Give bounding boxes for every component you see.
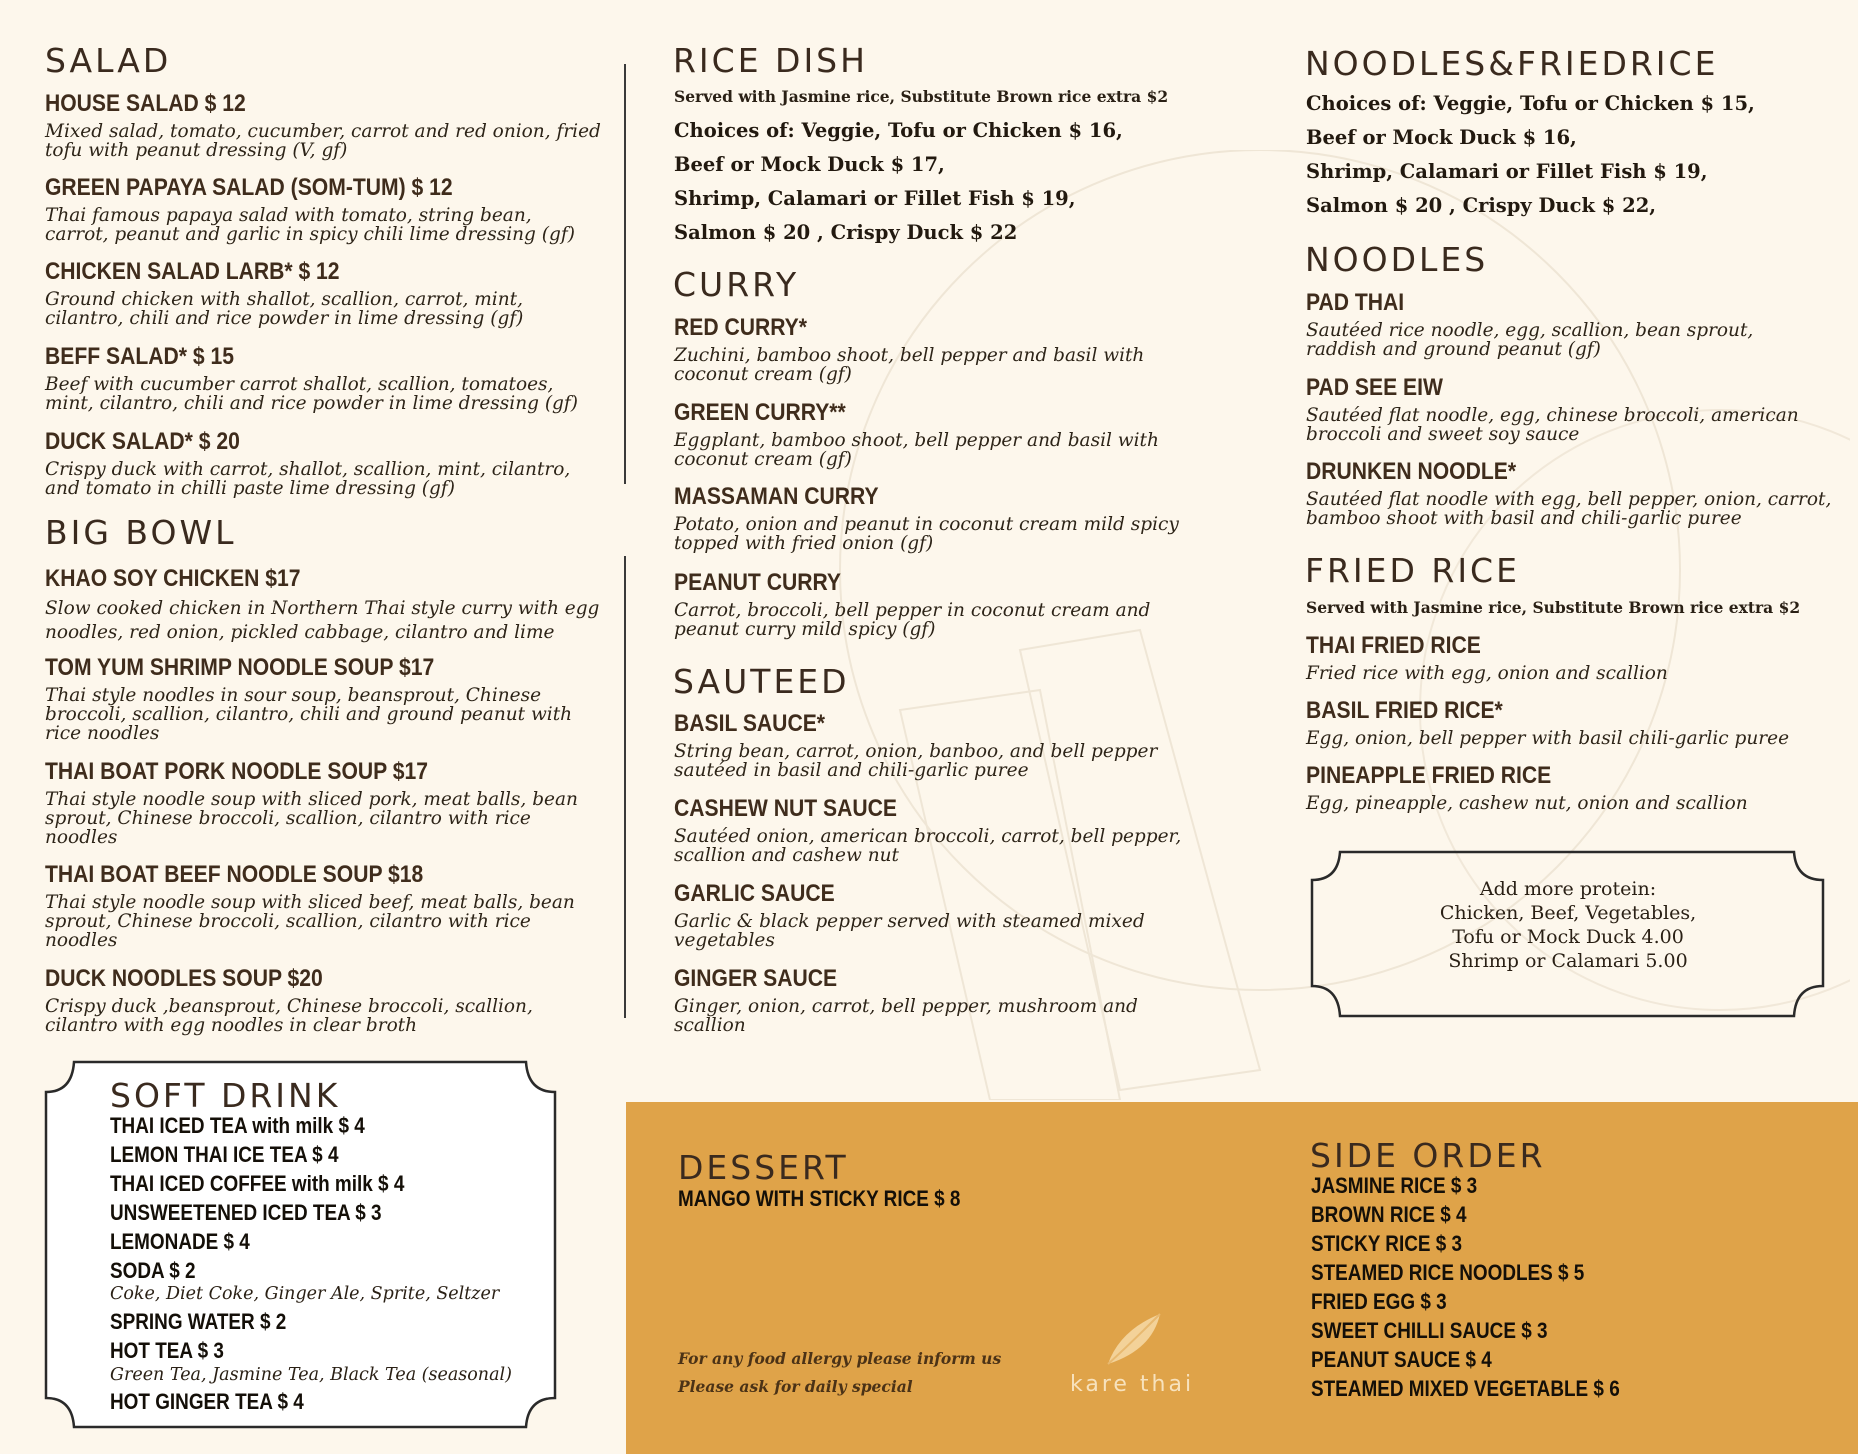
menu-item-name: THAI FRIED RICE: [1306, 632, 1481, 659]
noodle-choice: Salmon $ 20 , Crispy Duck $ 22,: [1306, 194, 1657, 217]
menu-item-desc: Crispy duck with carrot, shallot, scallion, mint, cilantro, and tomato in chilli paste lime dressing (gf): [45, 459, 571, 499]
menu-item-name: DRUNKEN NOODLE*: [1306, 458, 1517, 485]
side-item: PEANUT SAUCE $ 4: [1311, 1347, 1492, 1372]
allergy-note: For any food allergy please inform us: [678, 1349, 1002, 1368]
side-item: BROWN RICE $ 4: [1311, 1202, 1467, 1227]
menu-item-desc: Eggplant, bamboo shoot, bell pepper and basil with coconut cream (gf): [674, 430, 1159, 470]
side-item: STEAMED MIXED VEGETABLE $ 6: [1311, 1376, 1620, 1401]
menu-item-desc: Mixed salad, tomato, cucumber, carrot and red onion, fried tofu with peanut dressing (V, gf): [45, 121, 601, 161]
noodle-choice: Choices of: Veggie, Tofu or Chicken $ 15,: [1306, 92, 1755, 115]
curry-title: CURRY: [673, 265, 800, 304]
leaf-logo-icon: [1100, 1310, 1170, 1370]
rice-dish-note: Served with Jasmine rice, Substitute Brown rice extra $2: [674, 87, 1169, 106]
rice-choice: Shrimp, Calamari or Fillet Fish $ 19,: [674, 187, 1076, 210]
menu-item-desc: Crispy duck ,beansprout, Chinese broccoli, scallion, cilantro with egg noodles in clear broth: [45, 996, 533, 1036]
menu-item-name: PINEAPPLE FRIED RICE: [1306, 762, 1552, 789]
side-order-title: SIDE ORDER: [1310, 1136, 1546, 1175]
drink-item: THAI ICED COFFEE with milk $ 4: [110, 1171, 405, 1196]
menu-item-name: DUCK SALAD* $ 20: [45, 428, 240, 455]
menu-item-name: PAD THAI: [1306, 289, 1405, 316]
menu-item-name: GREEN CURRY**: [674, 399, 846, 426]
drink-item: HOT GINGER TEA $ 4: [110, 1389, 304, 1414]
menu-item-desc: Thai style noodle soup with sliced pork, meat balls, bean sprout, Chinese broccoli, scallion, cilantro with rice noodles: [45, 789, 578, 848]
menu-item-name: GARLIC SAUCE: [674, 880, 835, 907]
sauteed-title: SAUTEED: [673, 662, 850, 701]
menu-item-name: BEFF SALAD* $ 15: [45, 343, 234, 370]
menu-item-name: BASIL FRIED RICE*: [1306, 697, 1503, 724]
noodle-choice: Shrimp, Calamari or Fillet Fish $ 19,: [1306, 160, 1708, 183]
menu-item-desc: Ground chicken with shallot, scallion, carrot, mint, cilantro, chili and rice powder in lime dressing (gf): [45, 289, 524, 329]
fried-rice-note: Served with Jasmine rice, Substitute Brown rice extra $2: [1306, 598, 1801, 617]
menu-item-desc: Potato, onion and peanut in coconut cream mild spicy topped with fried onion (gf): [674, 514, 1179, 554]
menu-item-desc: Carrot, broccoli, bell pepper in coconut cream and peanut curry mild spicy (gf): [674, 600, 1151, 640]
menu-item-name: CASHEW NUT SAUCE: [674, 795, 897, 822]
drink-item: SPRING WATER $ 2: [110, 1309, 287, 1334]
menu-item-name: THAI BOAT PORK NOODLE SOUP $17: [45, 758, 428, 785]
column-divider-top: [624, 64, 626, 484]
menu-item-desc: Sautéed flat noodle, egg, chinese broccoli, american broccoli and sweet soy sauce: [1306, 405, 1799, 445]
drink-item-sub: Green Tea, Jasmine Tea, Black Tea (seasonal): [110, 1365, 512, 1385]
fried-rice-title: FRIED RICE: [1305, 551, 1520, 590]
soft-drink-title: SOFT DRINK: [110, 1076, 341, 1115]
side-item: FRIED EGG $ 3: [1311, 1289, 1447, 1314]
menu-item-desc: Garlic & black pepper served with steamed mixed vegetables: [674, 911, 1145, 951]
drink-item: LEMONADE $ 4: [110, 1229, 250, 1254]
menu-item-desc: Zuchini, bamboo shoot, bell pepper and basil with coconut cream (gf): [674, 345, 1145, 385]
menu-item-desc: Slow cooked chicken in Northern Thai style curry with egg noodles, red onion, pickled cabbage, cilantro and lime: [45, 598, 600, 643]
salad-title: SALAD: [45, 41, 172, 80]
protein-line: Chicken, Beef, Vegetables,: [1439, 902, 1697, 924]
drink-item: SODA $ 2: [110, 1258, 196, 1283]
noodles-title: NOODLES: [1305, 240, 1489, 279]
protein-line: Shrimp or Calamari 5.00: [1448, 950, 1688, 972]
protein-line: Add more protein:: [1479, 878, 1657, 900]
menu-item-desc: String bean, carrot, onion, banboo, and bell pepper sautéed in basil and chili-garlic puree: [674, 741, 1158, 781]
drink-item-sub: Coke, Diet Coke, Ginger Ale, Sprite, Seltzer: [110, 1284, 500, 1304]
protein-line: Tofu or Mock Duck 4.00: [1452, 926, 1684, 948]
column-divider-bottom: [624, 556, 626, 1018]
drink-item: HOT TEA $ 3: [110, 1338, 224, 1363]
menu-item-desc: Egg, onion, bell pepper with basil chili-garlic puree: [1306, 728, 1790, 749]
menu-item-name: RED CURRY*: [674, 314, 807, 341]
dessert-item: MANGO WITH STICKY RICE $ 8: [678, 1186, 961, 1211]
rice-dish-title: RICE DISH: [673, 41, 868, 80]
menu-item-name: GINGER SAUCE: [674, 965, 838, 992]
menu-item-name: MASSAMAN CURRY: [674, 483, 879, 510]
drink-item: LEMON THAI ICE TEA $ 4: [110, 1142, 339, 1167]
big-bowl-title: BIG BOWL: [45, 513, 237, 552]
logo-text: kare thai: [1070, 1372, 1195, 1397]
menu-item-name: PEANUT CURRY: [674, 569, 842, 596]
menu-item-name: TOM YUM SHRIMP NOODLE SOUP $17: [45, 654, 435, 681]
menu-item-name: CHICKEN SALAD LARB* $ 12: [45, 258, 340, 285]
menu-item-name: PAD SEE EIW: [1306, 374, 1443, 401]
drink-item: UNSWEETENED ICED TEA $ 3: [110, 1200, 382, 1225]
menu-item-desc: Thai famous papaya salad with tomato, string bean, carrot, peanut and garlic in spicy chili lime dressing (gf): [45, 205, 575, 245]
rice-choice: Salmon $ 20 , Crispy Duck $ 22: [674, 221, 1018, 244]
menu-item-desc: Fried rice with egg, onion and scallion: [1306, 663, 1668, 684]
menu-item-desc: Ginger, onion, carrot, bell pepper, mushroom and scallion: [674, 996, 1138, 1036]
menu-item-name: HOUSE SALAD $ 12: [45, 90, 246, 117]
menu-item-desc: Sautéed rice noodle, egg, scallion, bean sprout, raddish and ground peanut (gf): [1306, 320, 1754, 360]
side-item: JASMINE RICE $ 3: [1311, 1173, 1478, 1198]
menu-item-name: DUCK NOODLES SOUP $20: [45, 965, 323, 992]
rice-choice: Choices of: Veggie, Tofu or Chicken $ 16,: [674, 119, 1123, 142]
noodle-choice: Beef or Mock Duck $ 16,: [1306, 126, 1577, 149]
menu-item-desc: Thai style noodle soup with sliced beef, meat balls, bean sprout, Chinese broccoli, scallion, cilantro with rice noodles: [45, 892, 575, 951]
menu-item-name: THAI BOAT BEEF NOODLE SOUP $18: [45, 861, 424, 888]
side-item: STEAMED RICE NOODLES $ 5: [1311, 1260, 1585, 1285]
menu-item-desc: Beef with cucumber carrot shallot, scallion, tomatoes, mint, cilantro, chili and rice powder in lime dressing (gf): [45, 374, 578, 414]
menu-item-desc: Thai style noodles in sour soup, beansprout, Chinese broccoli, scallion, cilantro, chili and ground peanut with rice noodles: [45, 685, 573, 744]
noodles-fried-rice-title: NOODLES&FRIEDRICE: [1305, 44, 1719, 83]
special-note: Please ask for daily special: [678, 1377, 913, 1396]
rice-choice: Beef or Mock Duck $ 17,: [674, 153, 945, 176]
menu-item-name: BASIL SAUCE*: [674, 710, 826, 737]
dessert-title: DESSERT: [678, 1148, 849, 1187]
side-item: STICKY RICE $ 3: [1311, 1231, 1463, 1256]
menu-item-name: KHAO SOY CHICKEN $17: [45, 565, 301, 592]
drink-item: THAI ICED TEA with milk $ 4: [110, 1113, 365, 1138]
menu-item-desc: Egg, pineapple, cashew nut, onion and scallion: [1306, 793, 1748, 814]
menu-item-name: GREEN PAPAYA SALAD (SOM-TUM) $ 12: [45, 174, 453, 201]
side-item: SWEET CHILLI SAUCE $ 3: [1311, 1318, 1548, 1343]
menu-item-desc: Sautéed flat noodle with egg, bell pepper, onion, carrot, bamboo shoot with basil and chili-garlic puree: [1306, 489, 1832, 529]
menu-item-desc: Sautéed onion, american broccoli, carrot, bell pepper, scallion and cashew nut: [674, 826, 1182, 866]
